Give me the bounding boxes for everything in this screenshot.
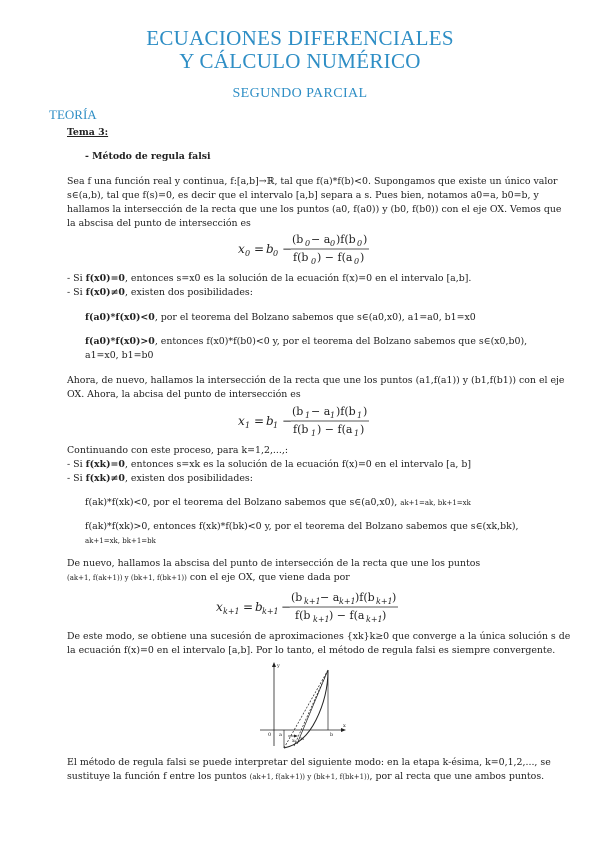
svg-text:x: x <box>238 414 245 428</box>
case0-option1: f(a0)*f(x0)<0, por el teorema del Bolzano sabemos que s∈(a0,x0), a1=a0, b1=x0 <box>85 312 476 323</box>
svg-text:(b: (b <box>292 233 304 246</box>
svg-text:x: x <box>216 600 223 614</box>
label-x0: x₀ <box>292 739 297 744</box>
svg-text:1: 1 <box>330 411 336 420</box>
label-x1: x₁ <box>300 737 305 742</box>
svg-text:f(b: f(b <box>293 423 309 436</box>
svg-text:=: = <box>254 242 265 256</box>
conclusion-line: la ecuación f(x)=0 en el intervalo [a,b]. Por lo tanto, el método de regula falsi es siempre convergente. <box>67 645 556 656</box>
svg-text:k+1: k+1 <box>223 607 240 616</box>
method-heading: - Método de regula falsi <box>85 151 211 162</box>
svg-text:(b: (b <box>292 405 304 418</box>
label-b: b <box>330 732 334 738</box>
svg-text:x: x <box>238 242 245 256</box>
svg-text:0: 0 <box>273 249 279 258</box>
svg-text:k+1: k+1 <box>313 615 330 624</box>
intro-line: hallamos la intersección de la recta que une los puntos (a0, f(a0)) y (b0, f(b0)) con el eje OX. Vemos que <box>67 204 562 215</box>
svg-text:k+1: k+1 <box>262 607 279 616</box>
continuing-line3: - Si f(xk)≠0, existen dos posibilidades: <box>67 473 253 484</box>
case0-line1: - Si f(x0)=0, entonces s=x0 es la solución de la ecuación f(x)=0 en el intervalo [a,b]. <box>67 273 472 284</box>
svg-text:1: 1 <box>311 429 317 438</box>
svg-text:): ) <box>363 233 368 246</box>
document-title-line1: ECUACIONES DIFERENCIALES <box>146 26 454 50</box>
svg-text:0: 0 <box>330 239 336 248</box>
continuing-line1: Continuando con este proceso, para k=1,2,...,: <box>67 445 289 456</box>
svg-text:k+1: k+1 <box>366 615 383 624</box>
svg-text:− a: − a <box>311 405 331 418</box>
root-arrow-head <box>294 735 298 738</box>
svg-text:1: 1 <box>305 411 311 420</box>
again2-line1: De nuevo, hallamos la abscisa del punto de intersección de la recta que une los puntos <box>67 558 481 569</box>
svg-text:−: − <box>282 242 293 256</box>
svg-text:b: b <box>266 242 274 256</box>
final-line1: El método de regula falsi se puede interpretar del siguiente modo: en la etapa k-ésima, k=0,1,2,..., se <box>67 757 551 768</box>
svg-text:−: − <box>282 414 293 428</box>
svg-text:) − f(a: ) − f(a <box>329 609 365 622</box>
svg-text:0: 0 <box>305 239 311 248</box>
label-x: x <box>343 723 346 729</box>
label-a: a <box>279 732 282 738</box>
secant-line-2 <box>297 670 328 744</box>
continuing-option1: f(ak)*f(xk)<0, por el teorema del Bolzano sabemos que s∈(a0,x0), ak+1=ak, bk+1=xk <box>85 497 471 508</box>
svg-text:b: b <box>266 414 274 428</box>
intro-line: s∈(a,b), tal que f(s)=0, es decir que el intervalo [a,b] separa a s. Pues bien, notamos a0=a, b0=b, y <box>67 190 539 201</box>
svg-text:)f(b: )f(b <box>336 233 356 246</box>
case0-line2: - Si f(x0)≠0, existen dos posibilidades: <box>67 287 253 298</box>
again-line: Ahora, de nuevo, hallamos la intersección de la recta que une los puntos (a1,f(a1)) y (b1,f(b1)) con el eje <box>67 375 565 386</box>
svg-text:b: b <box>255 600 263 614</box>
svg-text:0: 0 <box>357 239 363 248</box>
svg-text:=: = <box>254 414 265 428</box>
svg-text:)f(b: )f(b <box>336 405 356 418</box>
svg-text:f(b: f(b <box>293 251 309 264</box>
svg-text:): ) <box>363 405 368 418</box>
case0-option2-line2: a1=x0, b1=b0 <box>85 350 154 361</box>
svg-text:)f(b: )f(b <box>355 591 375 604</box>
svg-text:k+1: k+1 <box>339 597 356 606</box>
conclusion-line: De este modo, se obtiene una sucesión de aproximaciones {xk}k≥0 que converge a la única solución s de <box>67 631 571 642</box>
svg-text:1: 1 <box>354 429 360 438</box>
svg-text:− a: − a <box>311 233 331 246</box>
case0-option2: f(a0)*f(x0)>0, entonces f(x0)*f(b0)<0 y, por el teorema del Bolzano sabemos que s∈(x0,b0), <box>85 336 528 347</box>
document-title-line2: Y CÁLCULO NUMÉRICO <box>179 49 421 73</box>
continuing-line2: - Si f(xk)=0, entonces s=xk es la solución de la ecuación f(x)=0 en el intervalo [a, b] <box>67 459 472 470</box>
svg-text:): ) <box>360 251 365 264</box>
svg-text:1: 1 <box>273 421 279 430</box>
y-axis-arrow <box>272 662 276 667</box>
svg-text:k+1: k+1 <box>304 597 321 606</box>
svg-text:): ) <box>360 423 365 436</box>
svg-text:1: 1 <box>245 421 251 430</box>
formula-x0 <box>0 228 600 264</box>
final-line2: sustituye la función f entre los puntos (ak+1, f(ak+1)) y (bk+1, f(bk+1)), por al recta que une ambos puntos. <box>67 771 545 782</box>
intro-line: la abscisa del punto de intersección es <box>67 218 251 229</box>
svg-text:) − f(a: ) − f(a <box>317 423 353 436</box>
svg-text:): ) <box>392 591 397 604</box>
svg-text:(b: (b <box>291 591 303 604</box>
svg-text:1: 1 <box>357 411 363 420</box>
again2-line2: (ak+1, f(ak+1)) y (bk+1, f(bk+1)) con el eje OX, que viene dada por <box>67 572 350 583</box>
formula-x1 <box>0 400 600 436</box>
continuing-option2-line2: ak+1=xk, bk+1=bk <box>85 537 156 545</box>
svg-text:0: 0 <box>245 249 251 258</box>
continuing-option2: f(ak)*f(xk)>0, entonces f(xk)*f(bk)<0 y, por el teorema del Bolzano sabemos que s∈(xk,bk), <box>85 521 519 532</box>
section-heading: TEORÍA <box>49 107 97 122</box>
document-subtitle: SEGUNDO PARCIAL <box>232 86 368 101</box>
again-line: OX. Ahora, la abcisa del punto de intersección es <box>67 389 301 400</box>
svg-text:) − f(a: ) − f(a <box>317 251 353 264</box>
label-origin: 0 <box>268 732 272 738</box>
intro-line: Sea f una función real y continua, f:[a,b]→ℝ, tal que f(a)*f(b)<0. Supongamos que existe un único valor <box>67 176 558 187</box>
label-y: y <box>277 663 280 669</box>
svg-text:=: = <box>243 600 254 614</box>
svg-text:k+1: k+1 <box>376 597 393 606</box>
svg-text:− a: − a <box>320 591 340 604</box>
svg-text:0: 0 <box>354 257 360 266</box>
svg-text:f(b: f(b <box>295 609 311 622</box>
regula-falsi-figure <box>252 660 352 752</box>
formula-xk1 <box>0 586 600 622</box>
svg-text:−: − <box>281 600 292 614</box>
topic-label: Tema 3: <box>67 127 109 138</box>
svg-text:0: 0 <box>311 257 317 266</box>
svg-text:): ) <box>382 609 387 622</box>
